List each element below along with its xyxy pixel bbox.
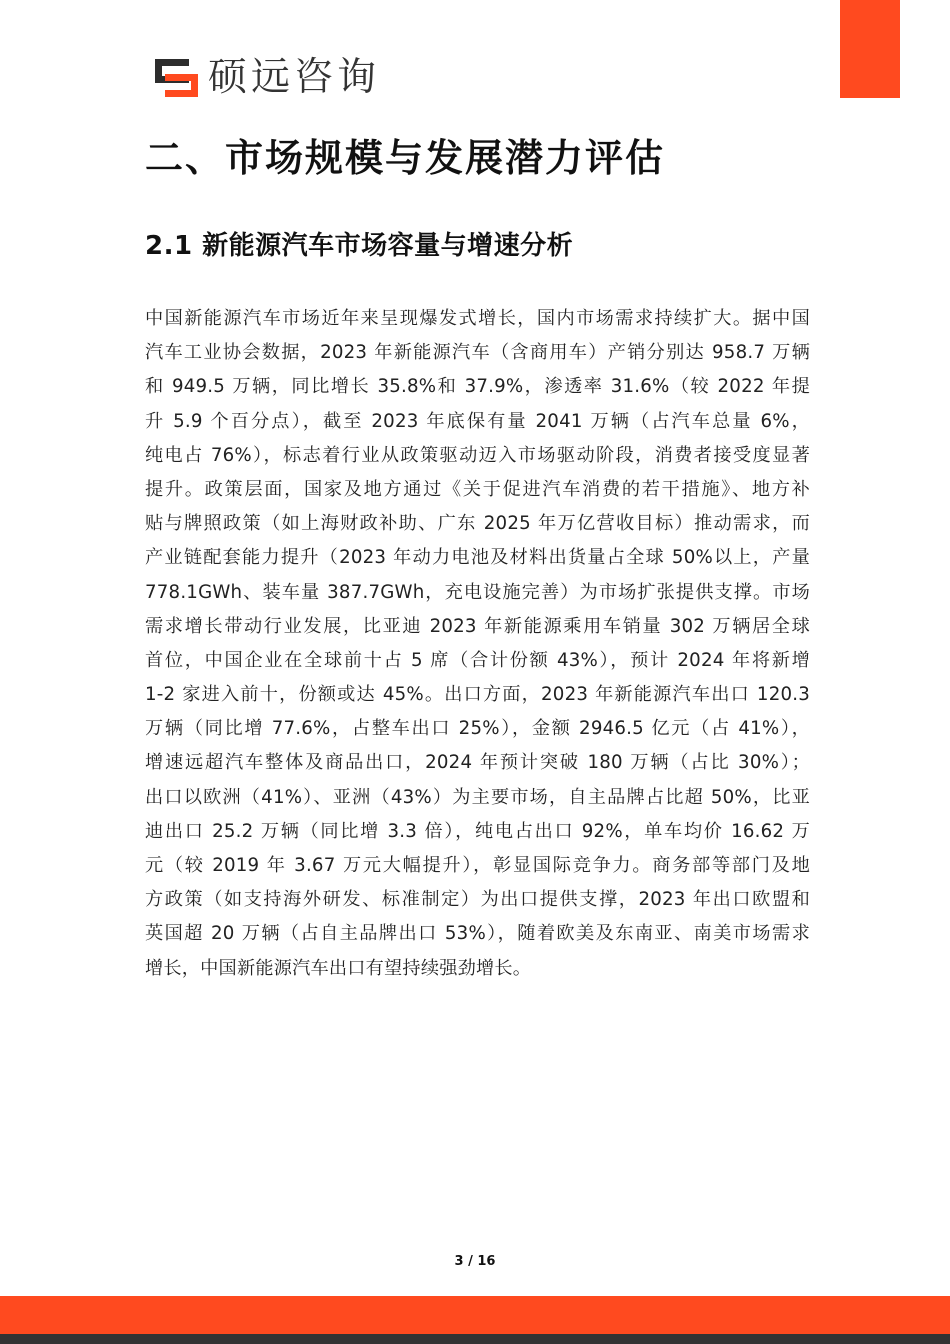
brand-name: 硕远咨询 bbox=[208, 55, 381, 100]
brand-s-logo-icon bbox=[155, 59, 198, 97]
paragraph-line: 纯电占 76%），标志着行业从政策驱动迈入市场驱动阶段，消费者接受度显著 bbox=[145, 444, 810, 466]
paragraph-line: 需求增长带动行业发展，比亚迪 2023 年新能源乘用车销量 302 万辆居全球 bbox=[145, 615, 810, 637]
brand-logo bbox=[155, 56, 380, 100]
paragraph-line: 首位，中国企业在全球前十占 5 席（合计份额 43%），预计 2024 年将新增 bbox=[145, 649, 810, 671]
paragraph-line: 升 5.9 个百分点），截至 2023 年底保有量 2041 万辆（占汽车总量 6%， bbox=[145, 410, 810, 432]
corner-accent-block bbox=[840, 0, 900, 98]
paragraph-line: 出口以欧洲（41%）、亚洲（43%）为主要市场，自主品牌占比超 50%，比亚 bbox=[145, 786, 810, 808]
paragraph-line: 万辆（同比增 77.6%，占整车出口 25%），金额 2946.5 亿元（占 41%）， bbox=[145, 718, 810, 740]
paragraph-line: 中国新能源汽车市场近年来呈现爆发式增长，国内市场需求持续扩大。据中国 bbox=[145, 308, 810, 329]
paragraph-line: 方政策（如支持海外研发、标准制定）为出口提供支撑，2023 年出口欧盟和 bbox=[145, 889, 810, 911]
paragraph-line: 英国超 20 万辆（占自主品牌出口 53%），随着欧美及东南亚、南美市场需求 bbox=[145, 923, 810, 945]
page-indicator: 3 / 16 bbox=[454, 1254, 496, 1269]
footer-dark-strip bbox=[0, 1334, 950, 1344]
body-paragraph bbox=[145, 302, 810, 986]
paragraph-line: 提升。政策层面，国家及地方通过《关于促进汽车消费的若干措施》、地方补 bbox=[145, 478, 810, 500]
logo-orange-stroke bbox=[165, 74, 198, 97]
section-title: 二、市场规模与发展潜力评估 bbox=[145, 136, 666, 180]
paragraph-line: 和 949.5 万辆，同比增长 35.8%和 37.9%，渗透率 31.6%（较 2022 年提 bbox=[145, 376, 810, 398]
paragraph-line: 元（较 2019 年 3.67 万元大幅提升），彰显国际竞争力。商务部等部门及地 bbox=[145, 855, 810, 876]
paragraph-line: 1-2 家进入前十，份额或达 45%。出口方面，2023 年新能源汽车出口 120.3 bbox=[145, 684, 810, 706]
paragraph-line: 778.1GWh、装车量 387.7GWh，充电设施完善）为市场扩张提供支撑。市场 bbox=[145, 581, 810, 603]
paragraph-line: 增长，中国新能源汽车出口有望持续强劲增长。 bbox=[145, 957, 532, 979]
footer-accent-band bbox=[0, 1296, 950, 1334]
paragraph-line: 增速远超汽车整体及商品出口，2024 年预计突破 180 万辆（占比 30%）； bbox=[145, 752, 810, 774]
paragraph-line: 贴与牌照政策（如上海财政补助、广东 2025 年万亿营收目标）推动需求，而 bbox=[145, 513, 810, 535]
subsection-title: 2.1 新能源汽车市场容量与增速分析 bbox=[145, 231, 574, 261]
paragraph-line: 产业链配套能力提升（2023 年动力电池及材料出货量占全球 50%以上，产量 bbox=[145, 547, 810, 569]
paragraph-line: 汽车工业协会数据，2023 年新能源汽车（含商用车）产销分别达 958.7 万辆 bbox=[145, 342, 810, 364]
paragraph-line: 迪出口 25.2 万辆（同比增 3.3 倍），纯电占出口 92%，单车均价 16.62 万 bbox=[145, 820, 810, 842]
